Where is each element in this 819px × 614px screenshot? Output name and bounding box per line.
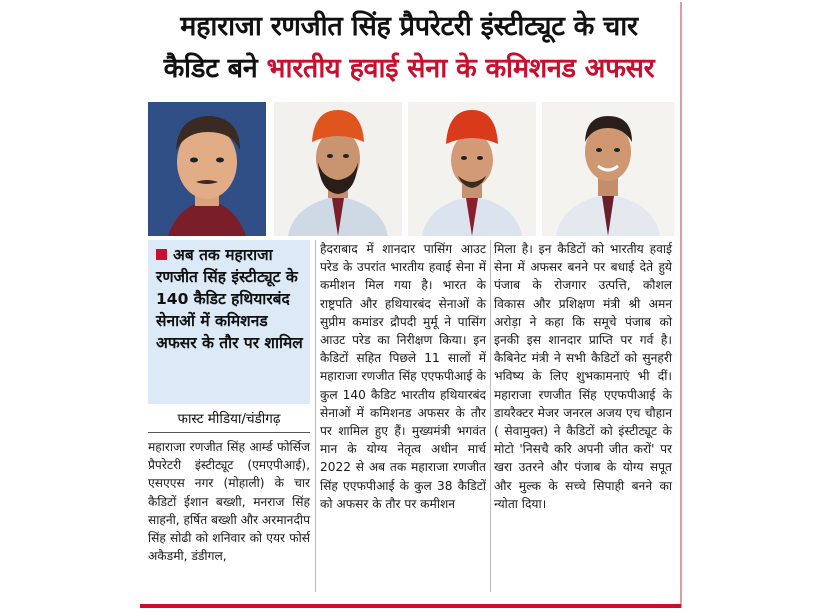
cadet-photo-4 bbox=[542, 102, 674, 236]
highlight-box bbox=[148, 240, 310, 404]
page-edge-rule bbox=[680, 2, 682, 608]
headline-line-1: महाराजा रणजीत सिंह प्रैपरेटरी इंस्टीट्यूट के चार bbox=[180, 11, 638, 42]
cadet-photos bbox=[148, 102, 674, 236]
column-divider bbox=[315, 240, 316, 592]
column-divider bbox=[490, 240, 491, 592]
headline-line-2-part-2: भारतीय हवाई सेना के कमिशनड अफसर bbox=[266, 53, 655, 84]
dateline: फास्ट मीडिया/चंडीगढ़ bbox=[177, 411, 281, 427]
headline-line-2-part-1: कैडिट बने bbox=[163, 53, 267, 84]
highlight-text: अब तक महाराजा रणजीत सिंह इंस्टीट्यूट के 140 कैडिट हथियारबंद सेनाओं में कमिशनड अफसर के तौर पर शामिल bbox=[156, 246, 303, 352]
bullet-square-icon bbox=[156, 249, 167, 260]
newspaper-clipping bbox=[140, 2, 678, 610]
article-column-1: महाराजा रणजीत सिंह आर्म्ड फोर्सिज प्रैपरेटरी इंस्टीट्यूट (एमएपीआई), एसएएस नगर (मोहाली) के चार कैडिटों ईशान बख्शी, मनराज सिंह साहनी, हर्षित बख्शी और अरमानदीप सिंह सोढी को शनिवार को एयर फोर्स अकैडमी, डंडीगल, bbox=[148, 440, 310, 564]
cadet-photo-3 bbox=[408, 102, 536, 236]
cadet-photo-1 bbox=[148, 102, 266, 236]
highlight-text-wrapper bbox=[156, 244, 306, 354]
headline-line-2 bbox=[140, 52, 678, 86]
bottom-red-rule bbox=[140, 604, 681, 608]
dateline-divider bbox=[148, 432, 310, 433]
cadet-photo-2 bbox=[274, 102, 402, 236]
article-column-2: हैदराबाद में शानदार पासिंग आउट परेड के उपरांत भारतीय हवाई सेना में कमीशन मिल गया है। भारत के राष्ट्रपति और हथियारबंद सेनाओं के सुप्रीम कमांडर द्रौपदी मुर्मू ने पासिंग आउट परेड का निरीक्षण किया। इन कैडिटों सहित पिछले 11 सालों में महाराजा रणजीत सिंह एएफपीआई के कुल 140 कैडिट भारतीय हथियारबंद सेनाओं में कमिशनड अफसर के तौर पर शामिल हुए हैं। मुख्यमंत्री भगवंत मान के योग्य नेतृत्व अधीन मार्च 2022 से अब तक महाराजा रणजीत सिंह एएफपीआई के कुल 38 कैडिटों को अफसर के तौर पर कमीशन bbox=[320, 242, 486, 511]
article-column-3: मिला है। इन कैडिटों को भारतीय हवाई सेना में अफसर बनने पर बधाई देते हुये पंजाब के रोजगार उत्पत्ति, कौशल विकास और प्रशिक्षण मंत्री श्री अमन अरोड़ा ने कहा कि समूचे पंजाब को इनकी इस शानदार प्राप्ति पर गर्व है। कैबिनेट मंत्री ने सभी कैडिटों को सुनहरी भविष्य के लिए शुभकामनाएं भी दीं। महाराजा रणजीत सिंह एएफपीआई के डायरैक्टर मेजर जनरल अजय एच चौहान ( सेवामुक्त) ने कैडिटों को इंस्टीट्यूट के मोटो 'निसचै करि अपनी जीत करों' पर खरा उतरने और पंजाब के योग्य सपूत और मुल्क के सच्चे सिपाही बनने का न्योता दिया। bbox=[494, 242, 672, 511]
